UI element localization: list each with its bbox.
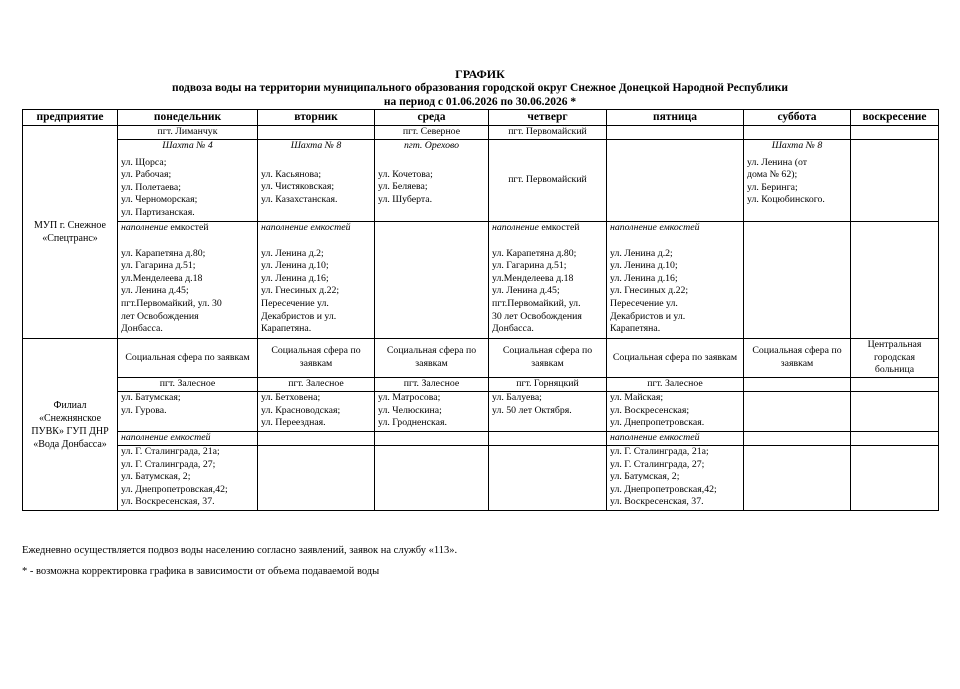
- list-item: ул. Щорса;: [121, 156, 167, 168]
- table-row: [23, 222, 939, 339]
- list-item: ул. Переездная.: [261, 417, 326, 429]
- cell-thu: пгт. Первомайский: [489, 140, 607, 222]
- cell-sat: [744, 432, 851, 446]
- footnote-asterisk: * - возможна корректировка графика в зависимости от объема подаваемой воды: [22, 566, 380, 577]
- header-friday: пятница: [607, 110, 744, 126]
- enterprise-pvuk: Филиал «Снежнянское ПУВК» ГУП ДНР «Вода Донбасса»: [23, 339, 118, 511]
- table-row: [23, 432, 939, 446]
- list-item: ул. Ленина (от: [747, 156, 808, 168]
- list-item: ул. Казахстанская.: [261, 193, 338, 205]
- list-item: ул. Днепропетровская,42;: [610, 483, 717, 495]
- cell-fri: пгт. Залесное: [607, 378, 744, 392]
- list-item: Пересечение ул.: [610, 297, 678, 309]
- list-item: ул. Красноводская;: [261, 404, 341, 416]
- fill-label: наполнение емкостей: [121, 222, 209, 233]
- cell-thu: пгт. Первомайский: [489, 126, 607, 140]
- cell-sun: [851, 126, 939, 140]
- list-item: ул. Воскресенская, 37.: [121, 496, 215, 508]
- fill-label: наполнение емкостей: [610, 222, 700, 233]
- header-thursday: четверг: [489, 110, 607, 126]
- cell-sun: [851, 222, 939, 339]
- cell-mon: [118, 140, 258, 222]
- list-item: ул. Балуева;: [492, 392, 542, 403]
- header-monday: понедельник: [118, 110, 258, 126]
- list-item: ул. Гродненская.: [378, 417, 447, 429]
- cell-mon: пгт. Залесное: [118, 378, 258, 392]
- cell-fri: Социальная сфера по заявкам: [607, 339, 744, 378]
- header-enterprise: предприятие: [23, 110, 118, 126]
- list-item: ул. Г. Сталинграда, 27;: [121, 458, 216, 470]
- list-item: Карапетяна.: [261, 323, 312, 335]
- page-title: ГРАФИК: [455, 67, 505, 81]
- list-item: ул. Партизанская.: [121, 206, 195, 218]
- list-item: ул. Днепропетровская,42;: [121, 483, 228, 495]
- section-title: Шахта № 4: [162, 140, 213, 151]
- list-item: Карапетяна.: [610, 323, 661, 335]
- cell-mon: [118, 222, 258, 339]
- list-item: ул. Гагарина д.51;: [121, 260, 196, 272]
- list-item: лет Освобождения: [121, 310, 199, 322]
- cell-wed: [375, 392, 489, 432]
- list-item: ул. Днепропетровская.: [610, 417, 705, 429]
- cell-fri: [607, 140, 744, 222]
- cell-sat: [744, 126, 851, 140]
- cell-mon: [118, 392, 258, 432]
- list-item: ул. Коцюбинского.: [747, 194, 825, 206]
- cell-sun: [851, 378, 939, 392]
- cell-sat: [744, 378, 851, 392]
- list-item: ул. Ленина д.2;: [261, 247, 324, 259]
- cell-wed: [375, 140, 489, 222]
- cell-sun: [851, 392, 939, 432]
- list-item: пгт.Первомайкий, ул. 30: [121, 297, 222, 309]
- list-item: Пересечение ул.: [261, 297, 329, 309]
- table-row: [23, 126, 939, 140]
- period-line: на период с 01.06.2026 по 30.06.2026 *: [383, 96, 577, 108]
- fill-label: наполнение емкостей: [492, 222, 580, 233]
- list-item: ул. Черноморская;: [121, 194, 198, 206]
- cell-tue: Социальная сфера по заявкам: [258, 339, 375, 378]
- list-item: ул. Шуберта.: [378, 193, 433, 205]
- list-item: ул. Карапетяна д.80;: [121, 247, 206, 259]
- cell-sun: Центральная городская больница: [851, 339, 939, 378]
- footnote-daily: Ежедневно осуществляется подвоз воды населению согласно заявлений, заявок на службу «113».: [22, 545, 458, 556]
- header-wednesday: среда: [375, 110, 489, 126]
- list-item: ул. Г. Сталинграда, 21а;: [121, 446, 220, 457]
- cell-fri: [607, 126, 744, 140]
- cell-tue: пгт. Залесное: [258, 378, 375, 392]
- list-item: Донбасса.: [121, 323, 163, 335]
- list-item: ул. Рабочая;: [121, 169, 172, 181]
- list-item: ул. Матросова;: [378, 392, 441, 403]
- cell-sun: [851, 446, 939, 511]
- table-row: [23, 339, 939, 378]
- list-item: ул. Беляева;: [378, 181, 428, 193]
- list-item: Декабристов и ул.: [610, 310, 686, 322]
- table-row: [23, 446, 939, 511]
- list-item: ул. Батумская, 2;: [610, 471, 680, 483]
- table-row: [23, 392, 939, 432]
- cell-fri: [607, 222, 744, 339]
- cell-wed: пгт. Северное: [375, 126, 489, 140]
- cell-wed: Социальная сфера по заявкам: [375, 339, 489, 378]
- cell-sun: [851, 140, 939, 222]
- list-item: ул. Ленина д.2;: [610, 247, 673, 259]
- cell-fri: наполнение емкостей: [607, 432, 744, 446]
- cell-sat: [744, 222, 851, 339]
- list-item: ул. Челюскина;: [378, 404, 442, 416]
- list-item: ул. Ленина д.16;: [610, 272, 678, 284]
- list-item: ул. Ленина д.10;: [261, 260, 329, 272]
- cell-mon: наполнение емкостей: [118, 432, 258, 446]
- list-item: ул. Чистяковская;: [261, 181, 335, 193]
- section-title: Шахта № 8: [290, 140, 342, 151]
- table-row: [23, 140, 939, 222]
- list-item: ул. Г. Сталинграда, 21а;: [610, 446, 709, 457]
- list-item: ул.Менделеева д.18: [121, 272, 203, 284]
- list-item: ул. Кочетова;: [378, 168, 433, 180]
- list-item: Декабристов и ул.: [261, 310, 337, 322]
- cell-fri: [607, 392, 744, 432]
- cell-wed: [375, 446, 489, 511]
- cell-thu: [489, 446, 607, 511]
- table-row: [23, 378, 939, 392]
- cell-tue: [258, 432, 375, 446]
- cell-fri: [607, 446, 744, 511]
- section-title: Шахта № 8: [771, 140, 823, 151]
- enterprise-mup: МУП г. Снежное «Спецтранс»: [23, 126, 118, 339]
- list-item: ул. Полетаева;: [121, 181, 182, 193]
- cell-tue: [258, 126, 375, 140]
- cell-sat: [744, 392, 851, 432]
- list-item: ул. Гагарина д.51;: [492, 260, 567, 272]
- header-saturday: суббота: [744, 110, 851, 126]
- cell-sat: [744, 446, 851, 511]
- list-item: ул. Гнесиных д.22;: [261, 285, 340, 297]
- cell-mon: [118, 446, 258, 511]
- header-row: [23, 110, 939, 126]
- list-item: Донбасса.: [492, 323, 534, 335]
- list-item: ул. Гурова.: [121, 404, 167, 416]
- list-item: ул. Ленина д.45;: [492, 285, 560, 297]
- list-item: ул. Ленина д.16;: [261, 272, 329, 284]
- schedule-table: [22, 109, 939, 511]
- list-item: ул. Ленина д.10;: [610, 260, 678, 272]
- list-item: ул. Воскресенская, 37.: [610, 496, 704, 508]
- cell-thu: [489, 222, 607, 339]
- cell-wed: [375, 432, 489, 446]
- cell-tue: [258, 446, 375, 511]
- cell-thu: [489, 392, 607, 432]
- cell-wed: пгт. Залесное: [375, 378, 489, 392]
- list-item: ул. Ленина д.45;: [121, 285, 189, 297]
- header-tuesday: вторник: [258, 110, 375, 126]
- list-item: ул. Гнесиных д.22;: [610, 285, 689, 297]
- cell-thu: пгт. Горняцкий: [489, 378, 607, 392]
- cell-mon: пгт. Лиманчук: [118, 126, 258, 140]
- list-item: ул. Батумская, 2;: [121, 471, 191, 483]
- cell-wed: [375, 222, 489, 339]
- cell-thu: Социальная сфера по заявкам: [489, 339, 607, 378]
- cell-sat: Социальная сфера по заявкам: [744, 339, 851, 378]
- list-item: пгт.Первомайкий, ул.: [492, 297, 581, 309]
- header-sunday: воскресение: [851, 110, 939, 126]
- cell-thu: [489, 432, 607, 446]
- cell-sun: [851, 432, 939, 446]
- list-item: 30 лет Освобождения: [492, 310, 582, 322]
- list-item: ул. Г. Сталинграда, 27;: [610, 458, 705, 470]
- cell-tue: [258, 222, 375, 339]
- list-item: ул. Касьянова;: [261, 168, 322, 180]
- list-item: ул.Менделеева д.18: [492, 272, 574, 284]
- list-item: ул. Майская;: [610, 392, 664, 403]
- section-title: пгт. Орехово: [403, 140, 460, 151]
- list-item: ул. 50 лет Октября.: [492, 404, 572, 416]
- fill-label: наполнение емкостей: [261, 222, 351, 233]
- cell-mon: Социальная сфера по заявкам: [118, 339, 258, 378]
- list-item: ул. Воскресенская;: [610, 404, 690, 416]
- cell-tue: [258, 392, 375, 432]
- list-item: ул. Бетховена;: [261, 392, 321, 403]
- cell-sat: [744, 140, 851, 222]
- cell-tue: [258, 140, 375, 222]
- list-item: ул. Батумская;: [121, 392, 181, 403]
- list-item: дома № 62);: [747, 169, 798, 181]
- list-item: ул. Беринга;: [747, 181, 798, 193]
- list-item: ул. Карапетяна д.80;: [492, 247, 577, 259]
- page-subtitle: подвоза воды на территории муниципального образования городской округ Снежное Донецкой Народной Республики: [172, 82, 788, 94]
